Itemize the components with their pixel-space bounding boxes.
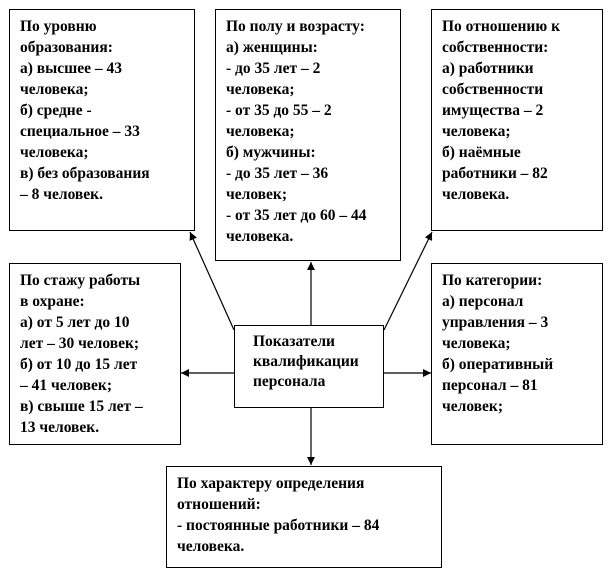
category-text-line: а) персонал — [442, 293, 524, 310]
ownership-text-line: человека; — [442, 123, 511, 140]
category-text-line: б) оперативный — [442, 356, 554, 373]
category-text-line: человек; — [442, 398, 504, 415]
ownership-text-line: собственности — [442, 81, 544, 98]
category-text-line: управления – 3 — [442, 314, 549, 331]
education-text-line: б) средне - — [20, 102, 92, 119]
relations-box — [166, 466, 442, 568]
experience-text-line: лет – 30 человек; — [20, 335, 140, 352]
gender-age-text-line: а) женщины: — [226, 39, 318, 56]
relations-text-line: - постоянные работники – 84 — [177, 517, 380, 534]
education-text-line: По уровню — [20, 18, 97, 35]
education-box — [9, 9, 195, 231]
category-text-line: человека; — [442, 335, 511, 352]
experience-text-line: 13 человек. — [20, 419, 100, 436]
experience-text-line: в) свыше 15 лет – — [20, 398, 143, 415]
category-text-line: персонал – 81 — [442, 377, 538, 394]
experience-text-line: в охране: — [20, 293, 85, 310]
experience-text-line: а) от 5 лет до 10 — [20, 314, 130, 331]
center-text-line: персонала — [253, 373, 326, 390]
center-text-line: квалификации — [253, 353, 359, 370]
experience-text-line: – 41 человек; — [20, 377, 113, 394]
ownership-text-line: работники – 82 — [442, 165, 548, 182]
gender-age-text-line: человека. — [226, 228, 294, 245]
ownership-text-line: б) наёмные — [442, 144, 521, 161]
gender-age-text-line: - до 35 лет – 36 — [226, 165, 329, 182]
gender-age-text-line: По полу и возрасту: — [226, 18, 365, 35]
gender-age-box — [215, 9, 401, 261]
ownership-text-line: а) работники — [442, 60, 534, 77]
education-text-line: человека; — [20, 144, 89, 161]
gender-age-text-line: - до 35 лет – 2 — [226, 60, 321, 77]
gender-age-text-line: - от 35 лет до 60 – 44 — [226, 207, 367, 224]
education-text-line: специальное – 33 — [20, 123, 140, 140]
ownership-text-line: По отношению к — [442, 18, 560, 35]
gender-age-text-line: человека; — [226, 81, 295, 98]
center-box — [234, 325, 384, 408]
education-text-line: в) без образования — [20, 165, 150, 182]
gender-age-text-line: б) мужчины: — [226, 144, 316, 161]
ownership-box — [431, 9, 603, 231]
experience-box — [9, 263, 181, 445]
gender-age-text-line: - от 35 до 55 – 2 — [226, 102, 332, 119]
experience-text-line: По стажу работы — [20, 272, 141, 289]
education-text-line: человека; — [20, 81, 89, 98]
experience-text-line: б) от 10 до 15 лет — [20, 356, 138, 373]
education-text-line: – 8 человек. — [20, 186, 103, 203]
gender-age-text-line: человек; — [226, 186, 288, 203]
category-text-line: По категории: — [442, 272, 543, 289]
ownership-text-line: имущества – 2 — [442, 102, 544, 119]
relations-text-line: По характеру определения — [177, 475, 365, 492]
category-box — [431, 263, 603, 445]
relations-text-line: отношений: — [177, 496, 261, 513]
education-text-line: образования: — [20, 39, 113, 56]
education-text-line: а) высшее – 43 — [20, 60, 122, 77]
relations-text-line: человека. — [177, 538, 245, 555]
gender-age-text-line: человека; — [226, 123, 295, 140]
center-text-line: Показатели — [253, 333, 335, 350]
ownership-text-line: собственности: — [442, 39, 549, 56]
ownership-text-line: человека. — [442, 186, 510, 203]
